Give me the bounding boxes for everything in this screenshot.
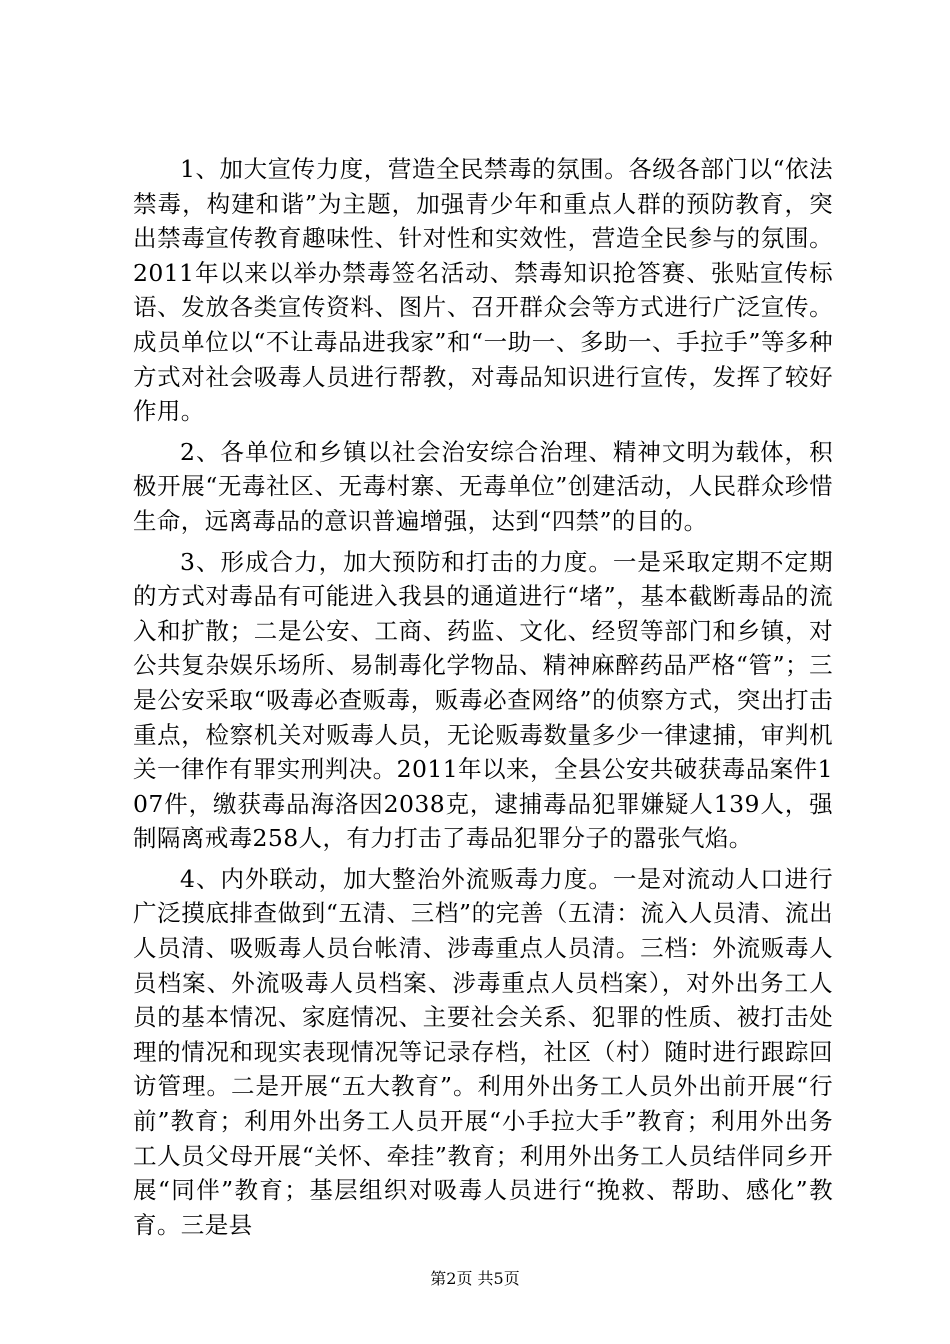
paragraph-2: 2、各单位和乡镇以社会治安综合治理、精神文明为载体，积极开展“无毒社区、无毒村寨、无毒单位”创建活动，人民群众珍惜生命，远离毒品的意识普遍增强，达到“四禁”的目的。 xyxy=(133,437,833,535)
paragraph-1: 1、加大宣传力度，营造全民禁毒的氛围。各级各部门以“依法禁毒，构建和谐”为主题，加强青少年和重点人群的预防教育，突出禁毒宣传教育趣味性、针对性和实效性，营造全民参与的氛围。2011年以来以举办禁毒签名活动、禁毒知识抢答赛、张贴宣传标语、发放各类宣传资料、图片、召开群众会等方式进行广泛宣传。成员单位以“不让毒品进我家”和“一助一、多助一、手拉手”等多种方式对社会吸毒人员进行帮教，对毒品知识进行宣传，发挥了较好作用。 xyxy=(133,155,833,426)
paragraph-3: 3、形成合力，加大预防和打击的力度。一是采取定期不定期的方式对毒品有可能进入我县的通道进行“堵”，基本截断毒品的流入和扩散；二是公安、工商、药监、文化、经贸等部门和乡镇，对公共复杂娱乐场所、易制毒化学物品、精神麻醉药品严格“管”；三是公安采取“吸毒必查贩毒，贩毒必查网络”的侦察方式，突出打击重点，检察机关对贩毒人员，无论贩毒数量多少一律逮捕，审判机关一律作有罪实刑判决。2011年以来，全县公安共破获毒品案件107件，缴获毒品海洛因2038克，逮捕毒品犯罪嫌疑人139人，强制隔离戒毒258人，有力打击了毒品犯罪分子的嚣张气焰。 xyxy=(133,547,833,853)
page-footer: 第2页 共5页 xyxy=(430,1269,520,1288)
paragraph-4: 4、内外联动，加大整治外流贩毒力度。一是对流动人口进行广泛摸底排查做到“五清、三档”的完善（五清：流入人员清、流出人员清、吸贩毒人员台帐清、涉毒重点人员清。三档：外流贩毒人员档案、外流吸毒人员档案、涉毒重点人员档案），对外出务工人员的基本情况、家庭情况、主要社会关系、犯罪的性质、被打击处理的情况和现实表现情况等记录存档，社区（村）随时进行跟踪回访管理。二是开展“五大教育”。利用外出务工人员外出前开展“行前”教育；利用外出务工人员开展“小手拉大手”教育；利用外出务工人员父母开展“关怀、牵挂”教育；利用外出务工人员结伴同乡开展“同伴”教育；基层组织对吸毒人员进行“挽救、帮助、感化”教育。三是县 xyxy=(133,864,833,1239)
document-body xyxy=(133,152,833,1248)
